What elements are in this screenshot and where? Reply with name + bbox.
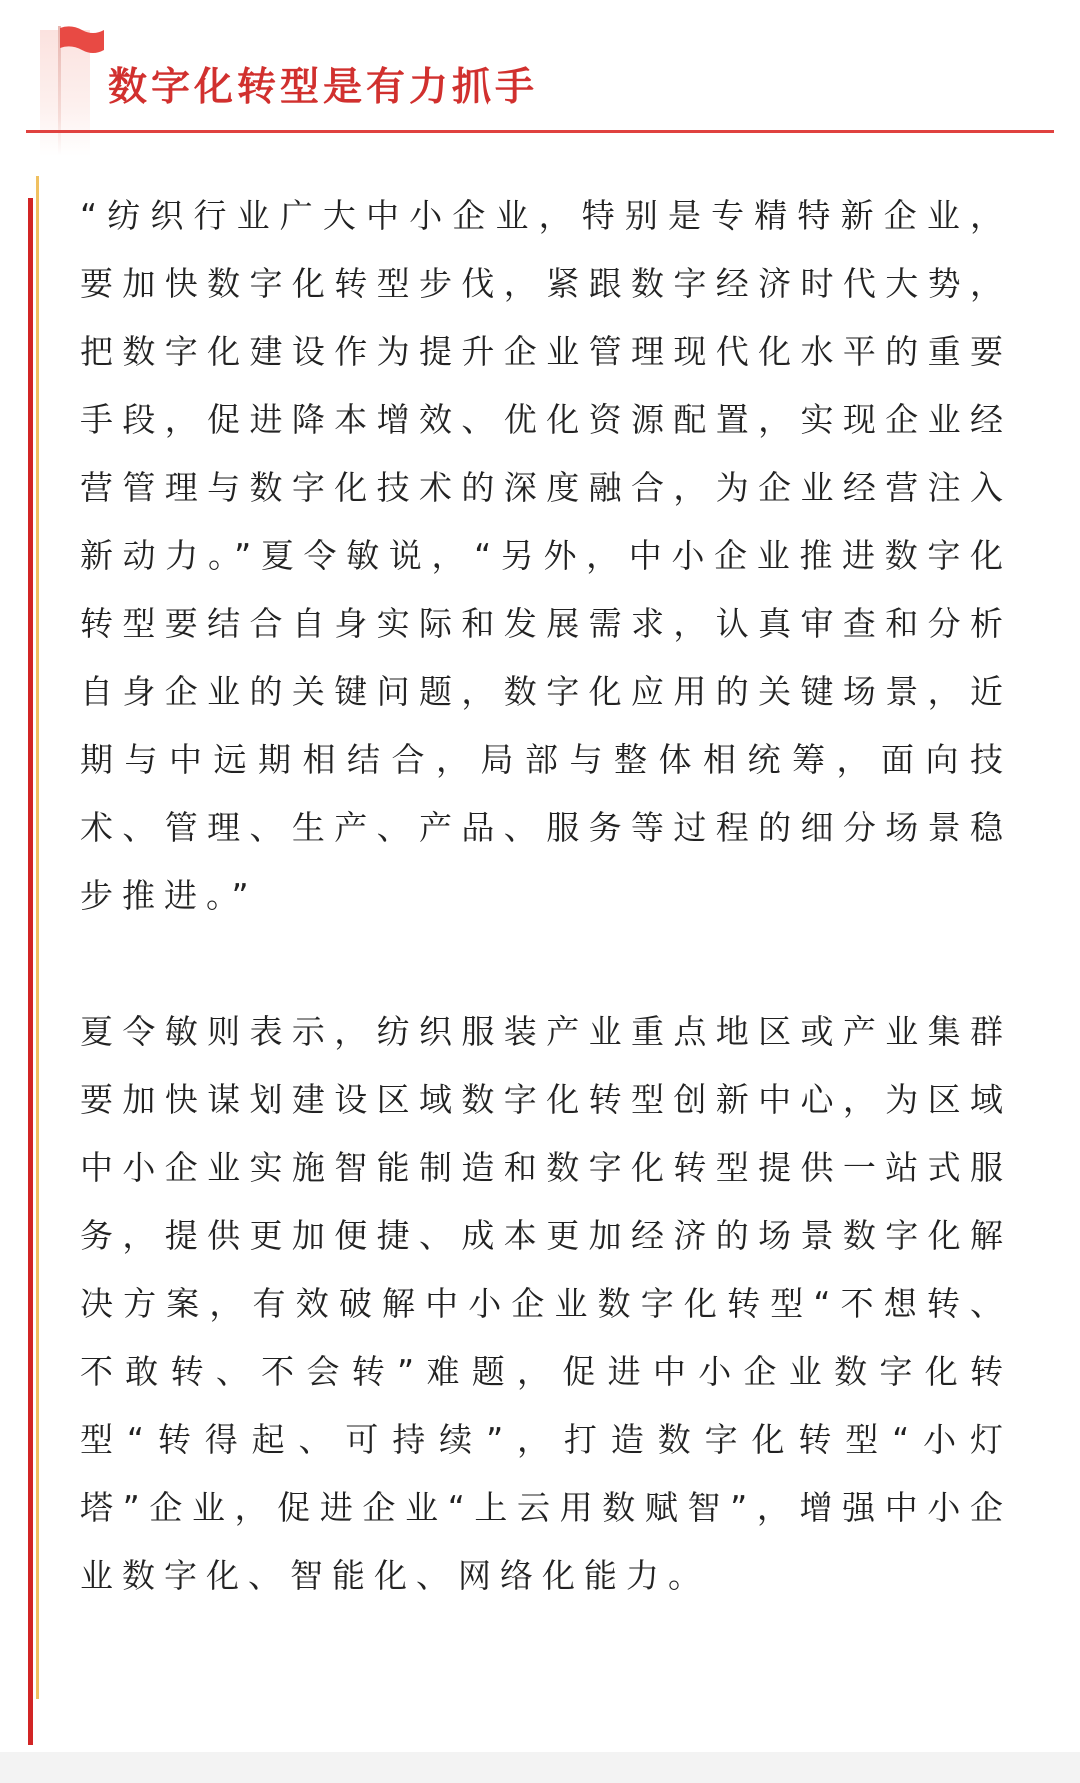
flag-icon	[60, 26, 104, 54]
header-divider	[26, 130, 1054, 133]
bottom-edge	[0, 1752, 1080, 1783]
red-accent-bar	[28, 198, 33, 1745]
section-title: 数字化转型是有力抓手	[108, 65, 539, 110]
gold-accent-line	[36, 176, 39, 1699]
section-header	[0, 0, 1080, 160]
paragraph: “纺织行业广大中小企业，特别是专精特新企业，要加快数字化转型步伐，紧跟数字经济时代大势，把数字化建设作为提升企业管理现代化水平的重要手段，促进降本增效、优化资源配置，实现企业经营管理与数字化技术的深度融合，为企业经营注入新动力。”夏令敏说，“另外，中小企业推进数字化转型要结合自身实际和发展需求，认真审查和分析自身企业的关键问题，数字化应用的关键场景，近期与中远期相结合，局部与整体相统筹，面向技术、管理、生产、产品、服务等过程的细分场景稳步推进。”	[80, 196, 1012, 915]
paragraph: 夏令敏则表示，纺织服装产业重点地区或产业集群要加快谋划建设区域数字化转型创新中心，为区域中小企业实施智能制造和数字化转型提供一站式服务，提供更加便捷、成本更加经济的场景数字化解决方案，有效破解中小企业数字化转型“不想转、不敢转、不会转”难题，促进中小企业数字化转型“转得起、可持续”，打造数字化转型“小灯塔”企业，促进企业“上云用数赋智”，增强中小企业数字化、智能化、网络化能力。	[80, 1012, 1012, 1595]
article-body	[80, 182, 1012, 1610]
